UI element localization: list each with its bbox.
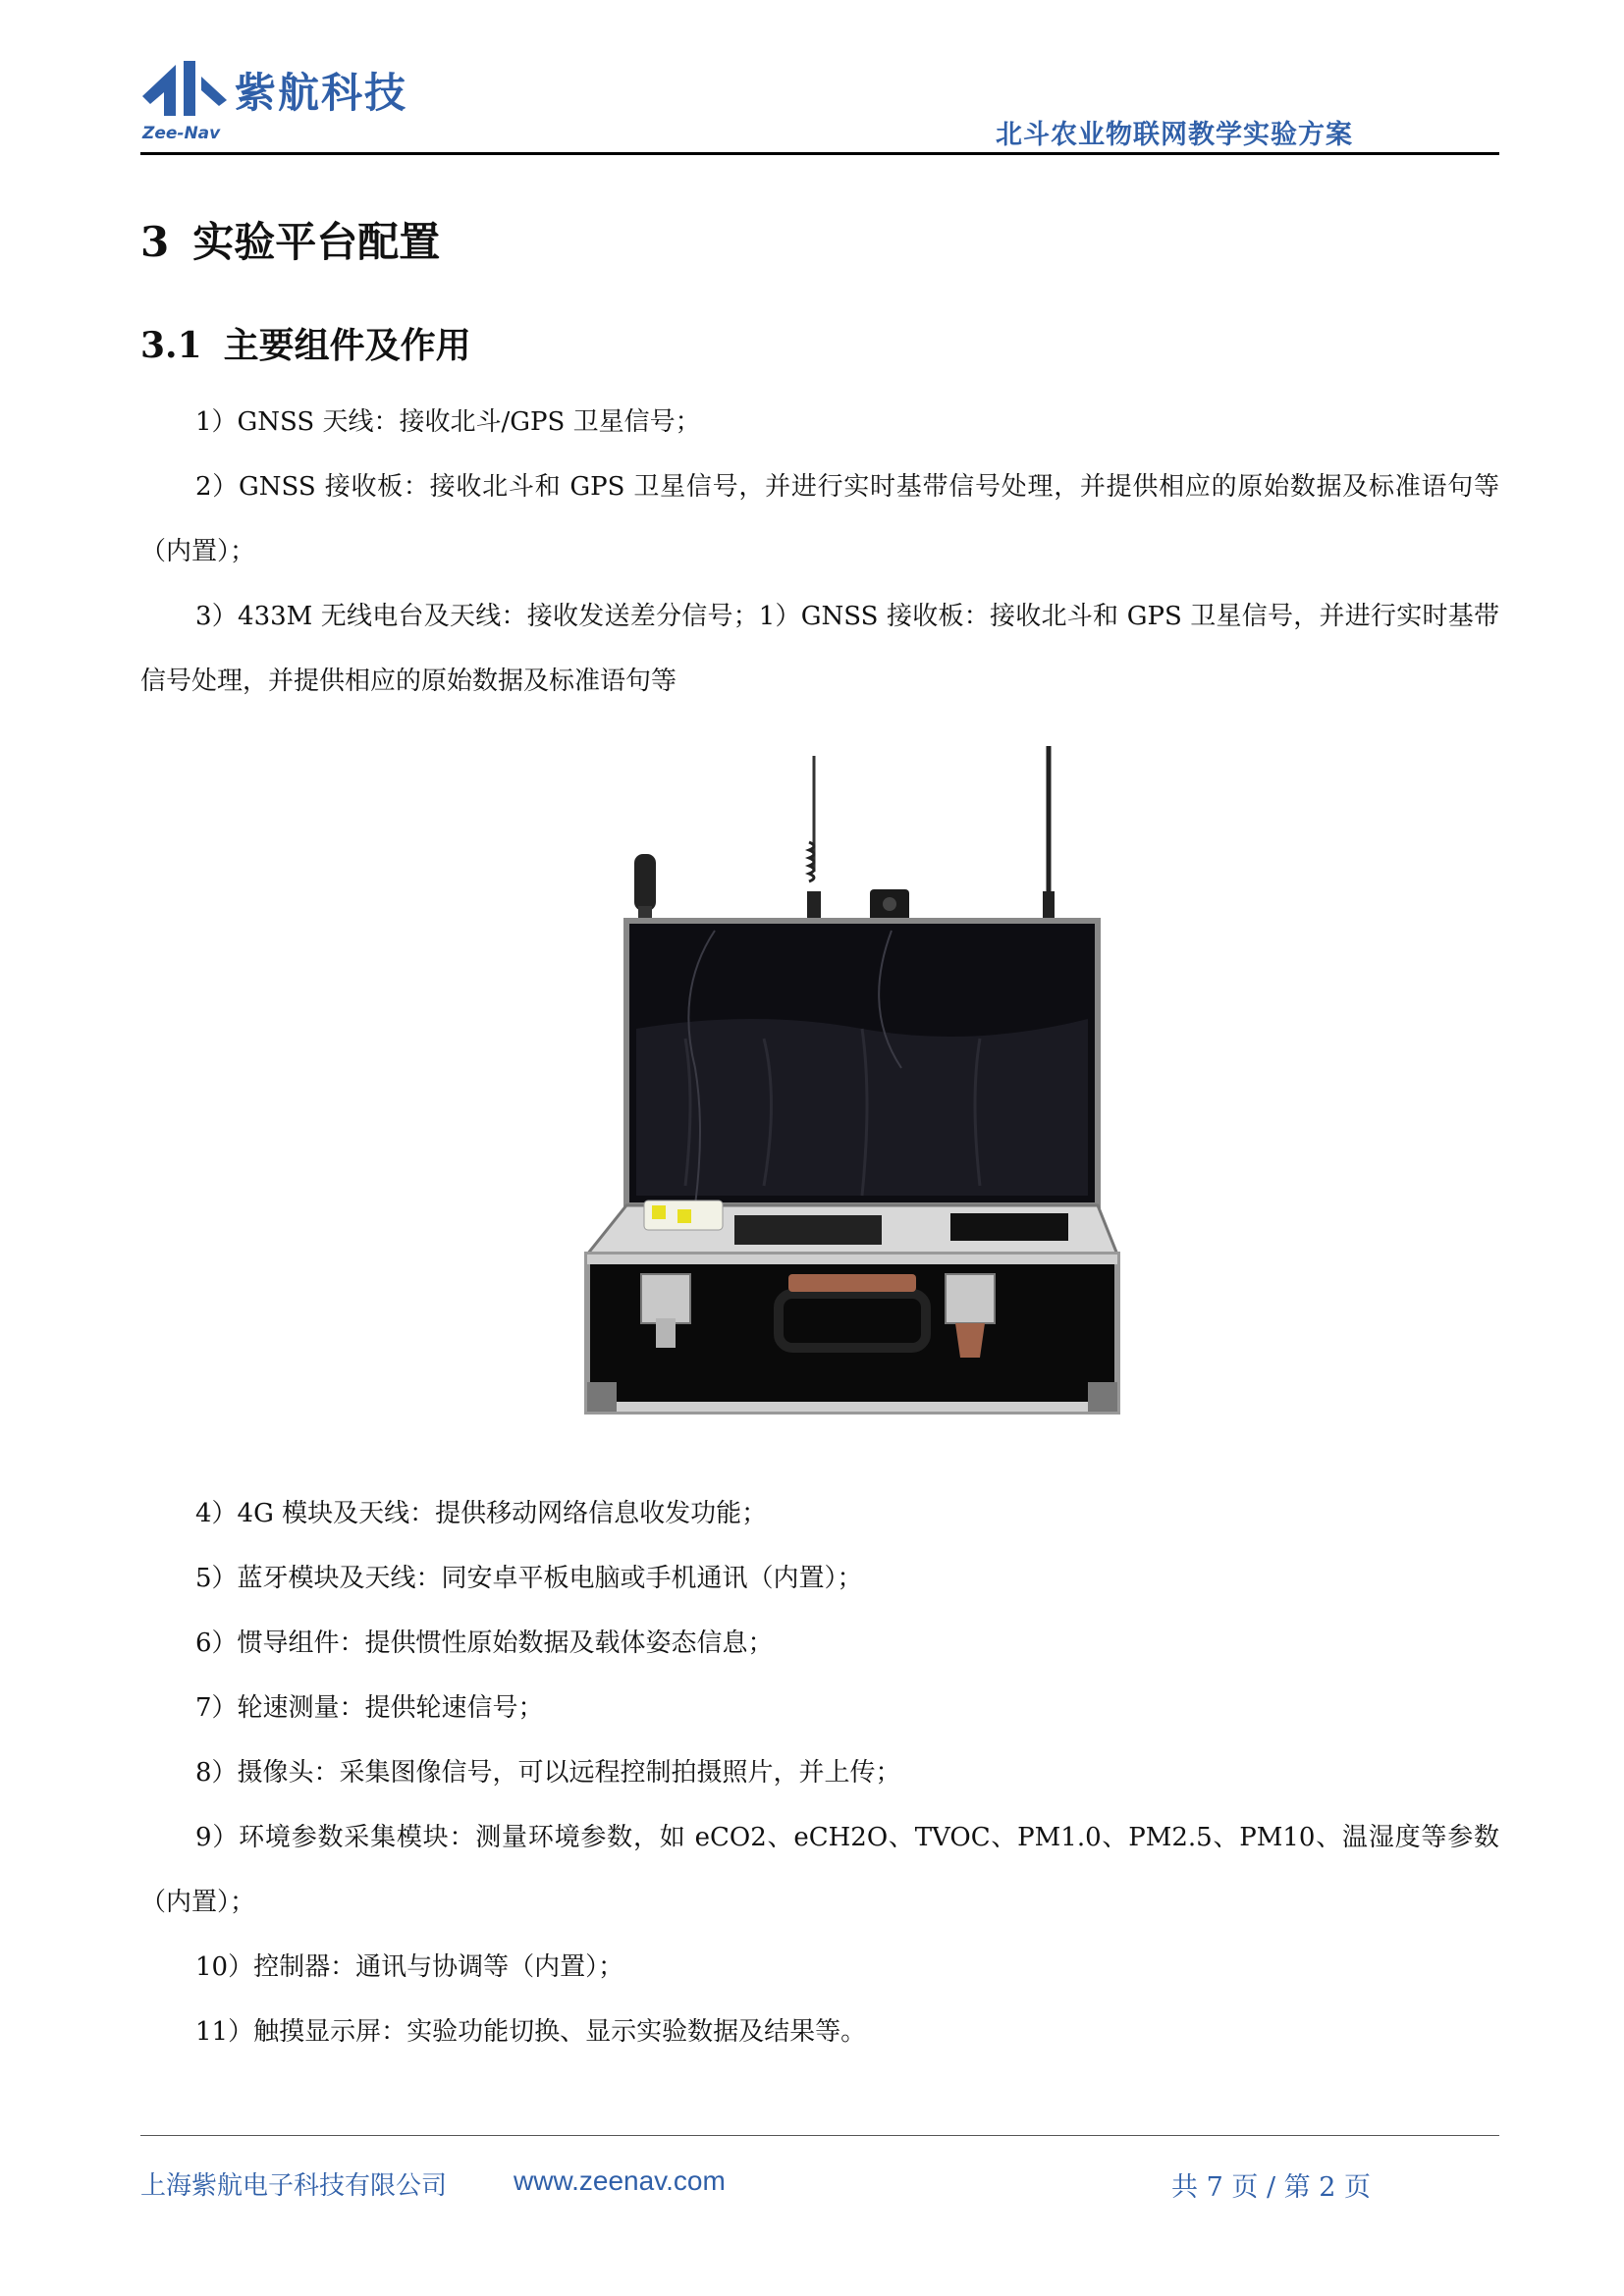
gnss-antenna-icon (634, 854, 656, 911)
footer-url: www.zeenav.com (514, 2165, 726, 2196)
list-item: 7）轮速测量：提供轮速信号； (195, 1693, 544, 1723)
list-item: 5）蓝牙模块及天线：同安卓平板电脑或手机通讯（内置）； (195, 1564, 863, 1593)
list-item: 1）GNSS 天线：接收北斗/GPS 卫星信号； (195, 407, 701, 437)
latch-right (946, 1274, 995, 1323)
paragraph-group-bottom (140, 1481, 1499, 2064)
list-item: 3）433M 无线电台及天线：接收发送差分信号；1）GNSS 接收板：接收北斗和 GPS 卫星信号，并进行实时基带信号处理，并提供相应的原始数据及标准语句等 (140, 602, 1499, 696)
subsection-heading (140, 318, 471, 368)
subsection-title: 主要组件及作用 (223, 325, 471, 366)
section-number: 3 (140, 218, 170, 266)
footer-page-info: 共 7 页 / 第 2 页 (1171, 2172, 1371, 2203)
logo-mark-icon (140, 57, 229, 126)
company-logo (140, 57, 435, 151)
list-item: 10）控制器：通讯与协调等（内置）； (195, 1952, 624, 1982)
footer-company: 上海紫航电子科技有限公司 (140, 2171, 448, 2201)
latch-left (641, 1274, 690, 1323)
footer-divider (140, 2135, 1499, 2136)
header-divider (140, 152, 1499, 155)
section-heading (140, 210, 440, 269)
list-item: 8）摄像头：采集图像信号，可以远程控制拍摄照片，并上传； (195, 1758, 901, 1788)
subsection-number: 3.1 (140, 325, 202, 366)
list-item: 4）4G 模块及天线：提供移动网络信息收发功能； (195, 1499, 768, 1528)
logo-subtext: Zee-Nav (142, 124, 221, 143)
section-title: 实验平台配置 (192, 218, 441, 266)
list-item: 9）环境参数采集模块：测量环境参数，如 eCO2、eCH2O、TVOC、PM1.0、PM2.5、PM10、温湿度等参数（内置）； (140, 1823, 1499, 1917)
logo-text: 紫航科技 (235, 69, 408, 117)
list-item: 6）惯导组件：提供惯性原始数据及载体姿态信息； (195, 1629, 774, 1658)
paragraph-group-top (140, 390, 1499, 714)
device-case-photo (568, 744, 1137, 1431)
document-title: 北斗农业物联网教学实验方案 (996, 120, 1353, 150)
list-item: 2）GNSS 接收板：接收北斗和 GPS 卫星信号，并进行实时基带信号处理，并提供相应的原始数据及标准语句等（内置）； (140, 472, 1499, 566)
list-item: 11）触摸显示屏：实验功能切换、显示实验数据及结果等。 (195, 2017, 867, 2047)
